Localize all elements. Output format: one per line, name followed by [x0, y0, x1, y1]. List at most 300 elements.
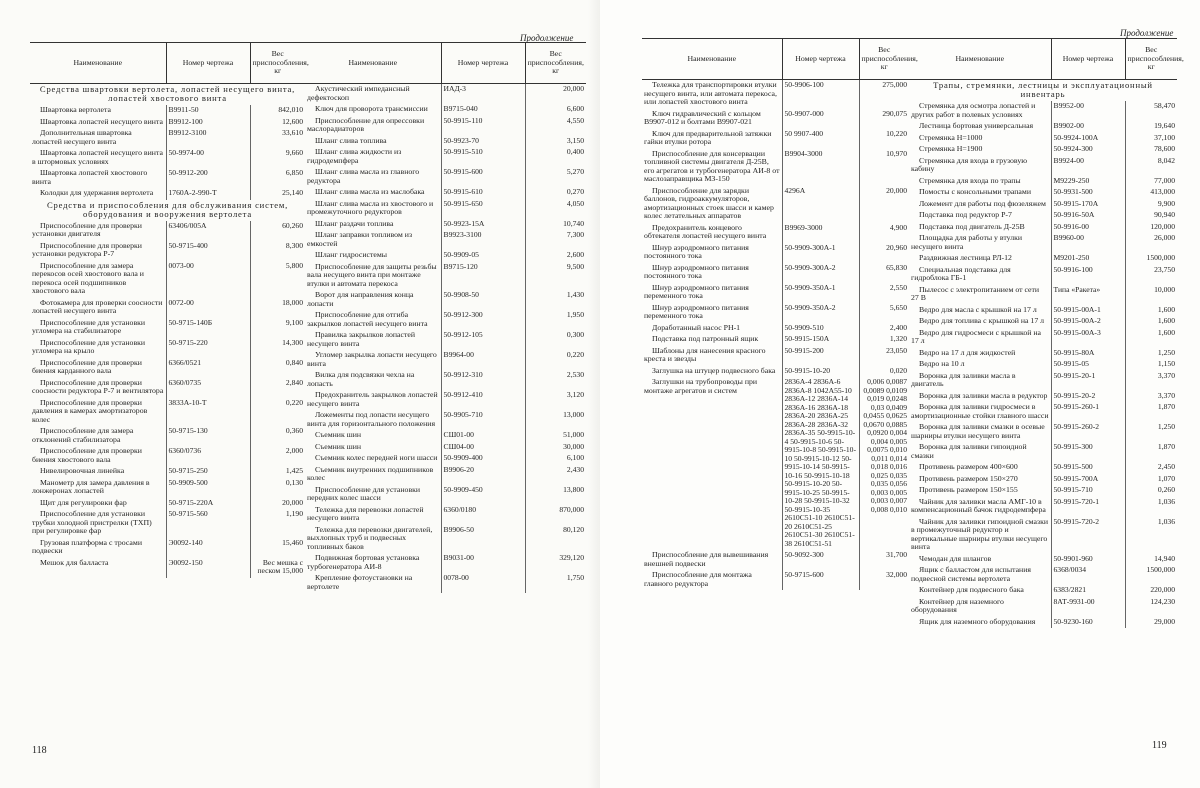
item-drawing-number: 50-9912-105	[441, 330, 525, 350]
item-weight: 37,100	[1125, 133, 1177, 145]
item-drawing-number: В9911-50	[166, 105, 250, 117]
section-heading: Трапы, стремянки, лестницы и эксплуатационный инвентарь	[933, 80, 1153, 99]
table-row	[909, 144, 1177, 156]
table-row	[305, 553, 586, 573]
item-name: Приспособление для опрессовки маслорадиаторов	[307, 115, 425, 133]
item-weight: 1,320	[859, 334, 909, 346]
item-drawing-number: 50-9907-000	[782, 109, 859, 129]
item-weight: 18,000	[250, 298, 305, 318]
table-row	[30, 358, 305, 378]
item-name: Ящик с балластом для испытания подвесной системы вертолета	[911, 565, 1031, 583]
item-name: Шланг слива топлива	[315, 135, 387, 145]
item-drawing-number: 50-9915-610	[441, 187, 525, 199]
item-weight: 1,250	[1125, 422, 1177, 442]
item-drawing-number: 50-9915-00А-3	[1051, 328, 1125, 348]
item-drawing-number: 0078-00	[441, 573, 525, 593]
table-row	[642, 570, 909, 590]
item-weight: 30,000	[525, 442, 586, 454]
item-weight: 1500,000	[1125, 253, 1177, 265]
table-row	[305, 453, 586, 465]
item-name: Ворот для направления конца лопасти	[307, 290, 414, 308]
table-row	[909, 474, 1177, 486]
right-page	[600, 0, 1200, 788]
item-drawing-number: В9964-00	[441, 350, 525, 370]
table-row	[30, 261, 305, 298]
item-weight: 65,830	[859, 263, 909, 283]
item-weight: 10,970	[859, 149, 909, 186]
item-drawing-number: 50-9915-720-1	[1051, 497, 1125, 517]
table-row	[642, 263, 909, 283]
item-name: Помосты с консольными трапами	[919, 187, 1032, 196]
item-drawing-number: М9201-250	[1051, 253, 1125, 265]
table-row	[305, 465, 586, 485]
item-weight: 77,000	[1125, 176, 1177, 188]
item-name: Приспособление для замера перекосов осей хвостового вала и перекоса осей подшипников хвостового вала	[32, 260, 144, 295]
item-name: Ключ для предварительной затяжки гайки втулки ротора	[644, 128, 772, 146]
table-row	[909, 517, 1177, 554]
item-name: Ведро для гидросмеси с крышкой на 17 л	[911, 327, 1042, 345]
item-weight: 8,042	[1125, 156, 1177, 176]
item-name: Приспособление для проверки давления в камерах амортизаторов колес	[32, 397, 148, 424]
item-weight: 1,870	[1125, 402, 1177, 422]
item-name: Приспособление для отгиба закрылков лопастей несущего винта	[307, 310, 428, 328]
item-name: Заглушки на трубопроводы при монтаже агрегатов и систем	[644, 377, 758, 395]
right-table-2	[909, 38, 1184, 628]
table-row	[642, 243, 909, 263]
table-row	[305, 525, 586, 554]
item-name: Шланг слива масла из хвостового и промежуточного редукторов	[307, 198, 434, 216]
item-name: Приспособление для проверки биения хвостового вала	[32, 446, 142, 464]
table-row	[305, 230, 586, 250]
item-name: Приспособление для замера отклонений стабилизатора	[32, 426, 134, 444]
item-weight: 23,750	[1125, 265, 1177, 285]
item-drawing-number: 6360/0180	[441, 505, 525, 525]
item-weight: 1,600	[1125, 328, 1177, 348]
item-drawing-number: СШ04-00	[441, 442, 525, 454]
item-weight: 12,600	[250, 117, 305, 129]
item-drawing-number: В9912-100	[166, 117, 250, 129]
table-row	[909, 101, 1177, 121]
table-row	[909, 305, 1177, 317]
item-drawing-number: 50-9906-100	[782, 80, 859, 109]
item-weight: 10,220	[859, 129, 909, 149]
item-weight: 5,800	[250, 261, 305, 298]
table-row	[909, 462, 1177, 474]
item-name: Приспособление для проверки установки редуктора Р-7	[32, 240, 142, 258]
item-drawing-number: 50-9915-300	[1051, 442, 1125, 462]
item-weight: 0,220	[250, 398, 305, 427]
item-drawing-number: ИАД-3	[441, 84, 525, 105]
item-weight: 0,020	[859, 366, 909, 378]
item-drawing-number: Типа «Ракета»	[1051, 285, 1125, 305]
continuation-label: Продолжение	[520, 33, 574, 43]
header-drawing: Номер чертежа	[782, 39, 859, 80]
item-weight: 1500,000	[1125, 565, 1177, 585]
item-name: Стремянка для входа по трапы	[919, 175, 1021, 185]
item-weight: 275,000	[859, 80, 909, 109]
item-drawing-number: СШ01-00	[441, 430, 525, 442]
item-drawing-number: 4296А	[782, 186, 859, 223]
item-weight: 0,360	[250, 426, 305, 446]
table-row	[642, 109, 909, 129]
item-drawing-number: 50-9715-220А	[166, 498, 250, 510]
item-name: Раздвижная лестница РЛ-12	[919, 253, 1012, 262]
item-name: Ложементы под лопасти несущего винта для горизонтального положения	[307, 410, 436, 428]
table-row	[909, 485, 1177, 497]
item-drawing-number: 50-9715-600	[782, 570, 859, 590]
item-name: Шланг слива жидкости из гидродемпфера	[307, 147, 402, 165]
item-weight: 10,740	[525, 219, 586, 231]
table-row	[909, 328, 1177, 348]
table-row	[642, 334, 909, 346]
table-header	[30, 43, 305, 84]
item-name: Стремянка Н=1000	[919, 132, 983, 142]
item-drawing-number: Э0092-150	[166, 558, 250, 578]
item-name: Чайник для заливки масла АМГ-10 в компенсационный бачок гидродемпфера	[911, 496, 1046, 514]
item-weight: 1,036	[1125, 517, 1177, 554]
item-name: Правилка закрылков лопастей несущего винта	[307, 330, 416, 348]
section-heading-row	[30, 200, 305, 221]
item-name: Ложемент для работы под фюзеляжем	[919, 198, 1046, 208]
item-weight: 2,530	[525, 370, 586, 390]
table-row	[909, 597, 1177, 617]
item-name: Ведро на 17 л для жидкостей	[919, 347, 1016, 357]
item-drawing-number: 50-9909-05	[441, 250, 525, 262]
header-weight: Вес приспособления, кг	[859, 39, 909, 80]
item-drawing-number: 50-9909-400	[441, 453, 525, 465]
header-name: Наименование	[642, 39, 782, 80]
table-row	[305, 84, 586, 105]
item-name: Тележка для перевозки лопастей несущего винта	[307, 504, 424, 522]
table-row	[30, 318, 305, 338]
item-drawing-number: 50-9912-310	[441, 370, 525, 390]
item-drawing-number: 50-9915-260-1	[1051, 402, 1125, 422]
table-row	[305, 330, 586, 350]
item-drawing-number: 50-9924-100А	[1051, 133, 1125, 145]
item-weight: 120,000	[1125, 222, 1177, 234]
item-name: Шланг заправки топливом из емкостей	[307, 230, 413, 248]
item-weight: 1,950	[525, 310, 586, 330]
item-drawing-number: 50-9916-50А	[1051, 210, 1125, 222]
item-weight: 220,000	[1125, 585, 1177, 597]
item-weight: 1,600	[1125, 305, 1177, 317]
item-drawing-number: 50-9924-300	[1051, 144, 1125, 156]
table-row	[305, 350, 586, 370]
item-weight: 7,300	[525, 230, 586, 250]
item-name: Специальная подставка для гидроблока ГБ-1	[911, 264, 1011, 282]
table-row	[909, 133, 1177, 145]
table-row	[909, 265, 1177, 285]
item-drawing-number: М9229-250	[1051, 176, 1125, 188]
item-drawing-number: 50-9715-400	[166, 241, 250, 261]
item-weight: 2,400	[859, 323, 909, 335]
item-weight: 3,370	[1125, 371, 1177, 391]
item-weight: 0,300	[525, 330, 586, 350]
item-name: Приспособление для вывешивания внешней подвески	[644, 550, 769, 568]
item-drawing-number: В9715-120	[441, 262, 525, 291]
table-body	[642, 80, 909, 591]
item-weight: 124,230	[1125, 597, 1177, 617]
item-weight: 78,600	[1125, 144, 1177, 156]
item-drawing-number: 50-9915-260-2	[1051, 422, 1125, 442]
item-weight: 6,600	[525, 104, 586, 116]
item-name: Фотокамера для проверки соосности лопастей несущего винта	[32, 297, 163, 315]
table-row	[642, 223, 909, 243]
item-drawing-number: 50-9915-500	[1051, 462, 1125, 474]
left-table-2	[305, 42, 586, 593]
item-name: Противень размером 150×155	[919, 485, 1018, 494]
table-row	[30, 298, 305, 318]
table-row	[305, 290, 586, 310]
item-weight: 0,130	[250, 478, 305, 498]
table-row	[30, 498, 305, 510]
continuation-label: Продолжение	[1120, 28, 1174, 38]
item-name: Предохранитель закрылков лопастей несущего винта	[307, 390, 438, 408]
item-drawing-number: В9715-040	[441, 104, 525, 116]
item-weight: 9,660	[250, 148, 305, 168]
item-name: Съемник шин	[315, 441, 362, 451]
item-weight: 31,700	[859, 550, 909, 570]
item-drawing-number: 50-9715-220	[166, 338, 250, 358]
item-name: Шланг слива масла из маслобака	[315, 187, 425, 196]
section-heading-row	[30, 84, 305, 106]
item-weight: 80,120	[525, 525, 586, 554]
header-drawing: Номер чертежа	[1051, 39, 1125, 80]
table-row	[642, 377, 909, 550]
item-drawing-number: 50-9909-450	[441, 485, 525, 505]
table-row	[909, 371, 1177, 391]
item-name: Тележка для перевозки двигателей, выхлопных труб и подвесных топливных баков	[307, 524, 433, 551]
item-name: Подставка под редуктор Р-7	[919, 210, 1012, 219]
item-name: Противень размером 400×600	[919, 462, 1018, 471]
table-row	[909, 554, 1177, 566]
table-header	[642, 39, 909, 80]
item-weight: 20,000	[525, 84, 586, 105]
table-row	[909, 285, 1177, 305]
table-row	[909, 222, 1177, 234]
item-weight: 1,430	[525, 290, 586, 310]
item-weight: 58,470	[1125, 101, 1177, 121]
item-weight: 0,006 0,0087 0,0089 0,0109 0,019 0,0248 0,03 0,0409 0,0455 0,0625 0,0670 0,0885 0,0920 0,004 0,004 0,005 0,0075 0,010 0,011 0,014 0,018 0,016 0,025 0,035 0,035 0,056 0,003 0,005 0,003 0,007 0,008 0,010	[859, 377, 909, 550]
item-weight: 3,370	[1125, 391, 1177, 403]
item-drawing-number: 50-9912-200	[166, 168, 250, 188]
item-name: Шланг раздачи топлива	[315, 218, 394, 228]
item-drawing-number: 50-9915-110	[441, 116, 525, 136]
item-name: Приспособление для установки угломера на стабилизаторе	[32, 317, 146, 335]
item-drawing-number: 50-9915-00А-1	[1051, 305, 1125, 317]
item-name: Воронка для заливки масла в редуктор	[919, 390, 1048, 400]
item-drawing-number: 50 9907-400	[782, 129, 859, 149]
item-weight: 870,000	[525, 505, 586, 525]
item-drawing-number: 50-9905-710	[441, 410, 525, 430]
item-drawing-number: В9960-00	[1051, 233, 1125, 253]
item-drawing-number: В9902-00	[1051, 121, 1125, 133]
item-name: Воронка для заливки масла в двигатель	[911, 370, 1016, 388]
table-row	[642, 550, 909, 570]
table-row	[30, 117, 305, 129]
item-drawing-number: 50-9912-410	[441, 390, 525, 410]
table-row	[642, 303, 909, 323]
item-weight: 842,010	[250, 105, 305, 117]
item-name: Угломер закрылка лопасти несущего винта	[307, 350, 437, 368]
item-drawing-number: 50-9715-560	[166, 509, 250, 538]
item-name: Шнур аэродромного питания переменного тока	[644, 302, 749, 320]
item-name: Ведро на 10 л	[919, 359, 965, 368]
item-name: Контейнер для наземного оборудования	[911, 596, 1004, 614]
item-name: Колодки для удержания вертолета	[40, 188, 154, 197]
item-drawing-number: 50-9923-15А	[441, 219, 525, 231]
item-weight: 2,000	[250, 446, 305, 466]
table-row	[305, 147, 586, 167]
item-drawing-number: 50-9915-710	[1051, 485, 1125, 497]
table-row	[305, 250, 586, 262]
item-weight: 1,750	[525, 573, 586, 593]
item-name: Предохранитель концевого обтекателя лопастей несущего винта	[644, 222, 767, 240]
header-weight: Вес приспособления, кг	[525, 43, 586, 84]
item-weight: Вес мешка с песком 15,000	[250, 558, 305, 578]
table-row	[909, 497, 1177, 517]
table-row	[30, 188, 305, 200]
item-weight: 14,300	[250, 338, 305, 358]
item-drawing-number: 50-9931-500	[1051, 187, 1125, 199]
item-weight: 1,150	[1125, 359, 1177, 371]
table-row	[30, 378, 305, 398]
item-name: Ящик для наземного оборудования	[919, 616, 1036, 626]
table-row	[909, 585, 1177, 597]
item-drawing-number: 50-9915-20-2	[1051, 391, 1125, 403]
item-name: Воронка для заливки гидросмеси в амортизационные стойки главного шасси	[911, 402, 1049, 420]
item-drawing-number: 50-9916-00	[1051, 222, 1125, 234]
item-name: Приспособление для установки угломера на крыло	[32, 337, 146, 355]
item-name: Пылесос с электропитанием от сети 27 В	[911, 284, 1040, 302]
item-drawing-number: 50-9915-10-20	[782, 366, 859, 378]
item-weight: 2,840	[250, 378, 305, 398]
item-name: Ведро для масла с крышкой на 17 л	[919, 304, 1037, 314]
item-weight: 20,960	[859, 243, 909, 263]
table-row	[305, 573, 586, 593]
item-name: Швартовка лопастей несущего винта	[40, 116, 163, 126]
item-name: Приспособление для монтажа главного редуктора	[644, 570, 752, 588]
item-drawing-number: 50-9908-50	[441, 290, 525, 310]
item-weight: 10,000	[1125, 285, 1177, 305]
item-drawing-number: 2836А-4 2836А-6 2836А-8 1042А55-10 2836А-12 2836А-14 2836А-16 2836А-18 2836А-20 2836А-25 2836А-28 2836А-32 2836А-35 50-9915-10-4 50-9915-10-6 50-9915-10-8 50-9915-10-10 50-9915-10-12 50-9915-10-14 50-9915-10-16 50-9915-10-18 50-9915-10-20 50-9915-10-25 50-9915-10-28 50-9915-10-32 50-9915-10-35 2610С51-10 2610С51-20 2610С51-25 2610С51-30 2610С51-38 2610С51-51	[782, 377, 859, 550]
table-row	[909, 402, 1177, 422]
item-weight: 5,270	[525, 167, 586, 187]
table-row	[305, 136, 586, 148]
item-name: Приспособление для зарядки баллонов, гидроаккумуляторов, амортизационных стоек шасси и камер колес летательных аппаратов	[644, 185, 774, 220]
table-header	[909, 39, 1177, 80]
item-name: Шаблоны для нанесения красного креста и звезды	[644, 345, 766, 363]
table-row	[909, 121, 1177, 133]
item-drawing-number: 50-9909-350А-1	[782, 283, 859, 303]
item-weight: 15,460	[250, 538, 305, 558]
item-weight: 329,120	[525, 553, 586, 573]
item-name: Грузовая платформа с тросами подвески	[32, 537, 142, 555]
item-name: Подставка под патронный ящик	[652, 334, 759, 343]
item-drawing-number: 3833А-10-Т	[166, 398, 250, 427]
table-row	[305, 485, 586, 505]
item-name: Подвижная бортовая установка турбогенератора АИ-8	[307, 553, 420, 571]
item-name: Шнур аэродромного питания постоянного тока	[644, 242, 749, 260]
item-name: Чайник для заливки гипоидной смазки в промежуточный редуктор и вертикальные шарниры втулки несущего винта	[911, 516, 1049, 551]
table-row	[30, 221, 305, 241]
item-drawing-number: 0073-00	[166, 261, 250, 298]
table-row	[909, 617, 1177, 629]
item-drawing-number: 50-9915-510	[441, 147, 525, 167]
table-row	[30, 538, 305, 558]
item-name: Ключ гидравлический с кольцом В9907-012 и болтами В9907-021	[644, 108, 761, 126]
item-name: Ключ для проворота трансмиссии	[315, 104, 428, 113]
item-drawing-number: В9904-3000	[782, 149, 859, 186]
table-row	[305, 310, 586, 330]
table-row	[305, 442, 586, 454]
item-name: Приспособление для проверки установки двигателя	[32, 220, 142, 238]
item-weight: 32,000	[859, 570, 909, 590]
item-weight: 33,610	[250, 128, 305, 148]
table-row	[305, 505, 586, 525]
item-name: Шланг гидросистемы	[315, 250, 387, 259]
item-weight: 13,800	[525, 485, 586, 505]
table-row	[642, 283, 909, 303]
item-name: Нивелировочная линейка	[40, 466, 125, 475]
table-row	[909, 187, 1177, 199]
table-row	[642, 186, 909, 223]
table-row	[909, 359, 1177, 371]
item-weight: 4,050	[525, 199, 586, 219]
table-row	[909, 442, 1177, 462]
header-drawing: Номер чертежа	[441, 43, 525, 84]
item-weight: 20,000	[859, 186, 909, 223]
item-drawing-number: 50-9092-300	[782, 550, 859, 570]
item-drawing-number: 63406/005А	[166, 221, 250, 241]
item-name: Шнур аэродромного питания переменного тока	[644, 282, 749, 300]
item-name: Приспособление для защиты резьбы вала несущего винта при монтаже втулки и автомата перекоса	[307, 261, 437, 288]
table-row	[30, 426, 305, 446]
item-name: Противень размером 150×270	[919, 473, 1018, 483]
item-drawing-number: В9969-3000	[782, 223, 859, 243]
item-drawing-number: В9031-00	[441, 553, 525, 573]
table-row	[909, 348, 1177, 360]
table-body	[305, 84, 586, 594]
table-row	[30, 105, 305, 117]
table-row	[305, 199, 586, 219]
item-drawing-number: В9952-00	[1051, 101, 1125, 121]
item-weight: 1,036	[1125, 497, 1177, 517]
item-weight: 4,900	[859, 223, 909, 243]
left-table-1	[30, 42, 309, 578]
item-drawing-number: 50-9915-200	[782, 346, 859, 366]
item-name: Тележка для транспортировки втулки несущего винта, или автомата перекоса, или лопастей хвостового винта	[644, 80, 777, 106]
table-row	[305, 370, 586, 390]
item-weight: 20,000	[250, 498, 305, 510]
item-weight: 290,075	[859, 109, 909, 129]
item-drawing-number: 6360/0736	[166, 446, 250, 466]
item-name: Площадка для работы у втулки несущего винта	[911, 233, 1023, 251]
table-row	[642, 149, 909, 186]
item-weight: 6,100	[525, 453, 586, 465]
table-row	[909, 156, 1177, 176]
item-drawing-number: 1760А-2-990-Т	[166, 188, 250, 200]
table-row	[30, 558, 305, 578]
item-drawing-number: 50-9915-05	[1051, 359, 1125, 371]
item-weight: 0,270	[525, 187, 586, 199]
item-weight: 9,900	[1125, 199, 1177, 211]
item-weight: 0,220	[525, 350, 586, 370]
table-row	[30, 338, 305, 358]
item-name: Вилка для подсвязки чехла на лопасть	[307, 370, 415, 388]
item-weight: 1,600	[1125, 316, 1177, 328]
item-name: Съемник шин	[315, 430, 362, 439]
